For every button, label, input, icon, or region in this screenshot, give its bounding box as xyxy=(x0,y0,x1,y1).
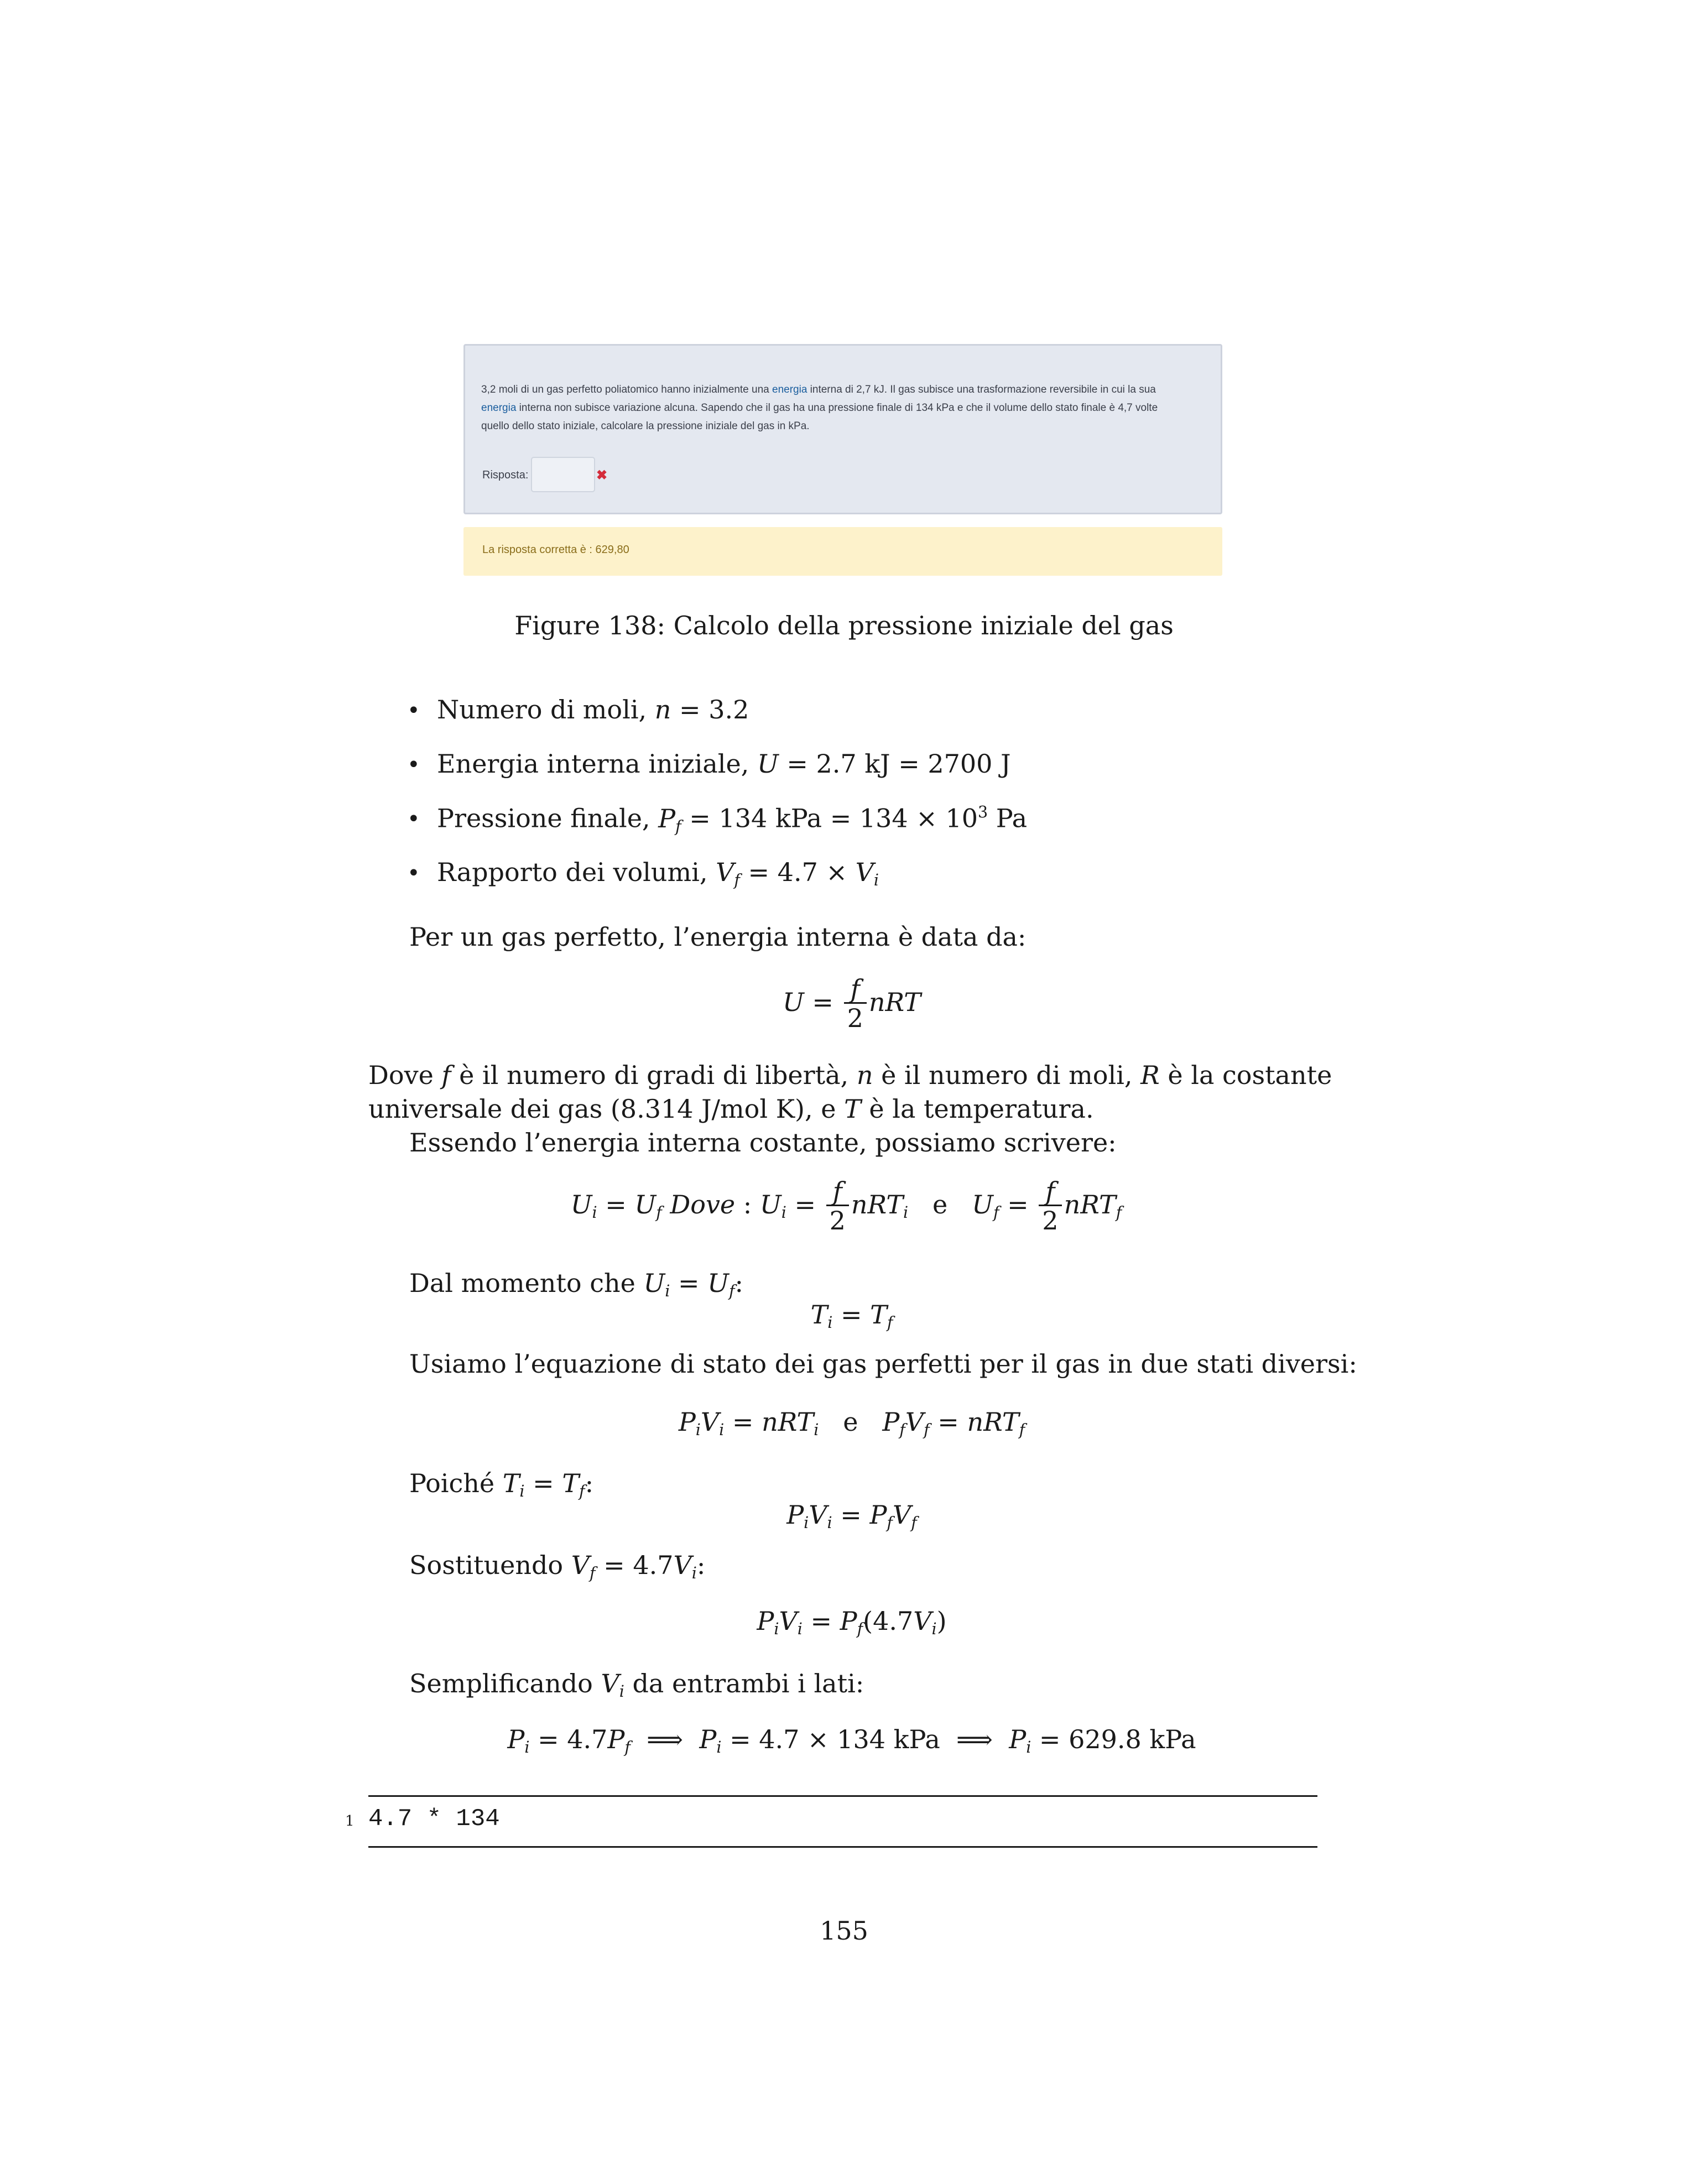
paragraph: Semplificando $V_i$ da entrambi i lati: xyxy=(409,1669,864,1701)
quiz-question: 3,2 moli di un gas perfetto poliatomico hanno inizialmente una energia interna di 2,7 kJ. Il gas subisce una trasformazione reversibile in cui la sua energia interna non subisce variazione alcuna. Sapendo che il gas ha una pressione finale di 134 kPa e che il volume dello stato finale è 4,7 volte quello dello stato iniziale, calcolare la pressione iniziale del gas in kPa. xyxy=(481,384,1158,432)
paragraph: Usiamo l’equazione di stato dei gas perfetti per il gas in due stati diversi: xyxy=(409,1349,1357,1379)
paragraph: Dal momento che $U_i = U_f$: xyxy=(409,1268,744,1300)
equation-ideal-gas: $P_iV_i = nRT_i$ e $P_fV_f = nRT_f$ xyxy=(678,1407,1025,1439)
page-number: 155 xyxy=(820,1916,868,1946)
figure-caption: Figure 138: Calcolo della pressione iniziale del gas xyxy=(514,611,1174,640)
equation-substitution: $P_iV_i = P_f(4.7V_i)$ xyxy=(757,1606,947,1638)
glossary-link[interactable]: energia xyxy=(481,402,517,414)
equation-pv: $P_iV_i = P_fV_f$ xyxy=(786,1500,917,1532)
equation-internal-energy: U = $\frac{f}{2}$ nRT xyxy=(783,974,921,1034)
code-top-rule xyxy=(368,1795,1317,1797)
paragraph: Sostituendo $V_f = 4.7V_i$: xyxy=(409,1550,706,1582)
bullet-icon: • xyxy=(407,752,420,778)
bullet-icon: • xyxy=(407,861,420,886)
correct-answer-feedback: La risposta corretta è : 629,80 xyxy=(482,544,629,556)
bullet-icon: • xyxy=(407,698,420,723)
code-bottom-rule xyxy=(368,1846,1317,1848)
bullet-moles: Numero di moli, n = 3.2 xyxy=(437,695,749,724)
code-line-number: 1 xyxy=(345,1813,355,1829)
equation-energy-equality: $U_i = U_f$ Dove : $U_i$ = $\frac{f}{2}$ nRT$_i$ e $U_f$ = $\frac{f}{2}$ nRT$_f$ xyxy=(570,1176,1122,1236)
code-listing: 4.7 * 134 xyxy=(368,1805,500,1833)
incorrect-icon: ✖ xyxy=(596,468,608,483)
equation-temperature: $T_i = T_f$ xyxy=(810,1300,893,1332)
bullet-energy: Energia interna iniziale, U = 2.7 kJ = 2700 J xyxy=(437,749,1011,779)
equation-final-result: $P_i = 4.7P_f$ ⟹ $P_i = 4.7 \times 134$ kPa ⟹ $P_i = 629.8$ kPa xyxy=(507,1724,1196,1756)
paragraph: Dove f è il numero di gradi di libertà, n è il numero di moli, R è la costante universale dei gas (8.314 J/mol K), e T è la temperatura. Essendo l’energia interna costante, possiamo scrivere: xyxy=(368,1060,1332,1158)
bullet-icon: • xyxy=(407,806,420,832)
paragraph: Poiché $T_i = T_f$: xyxy=(409,1468,594,1500)
bullet-volume-ratio: Rapporto dei volumi, $V_f = 4.7 \times V_i$ xyxy=(437,857,879,889)
paragraph: Per un gas perfetto, l’energia interna è data da: xyxy=(409,922,1027,952)
answer-label: Risposta: xyxy=(482,469,529,481)
bullet-pressure: Pressione finale, $P_f = 134$ kPa = $134 \times 10^3$ Pa xyxy=(437,803,1028,836)
glossary-link[interactable]: energia xyxy=(772,384,807,395)
answer-input[interactable] xyxy=(531,457,595,492)
